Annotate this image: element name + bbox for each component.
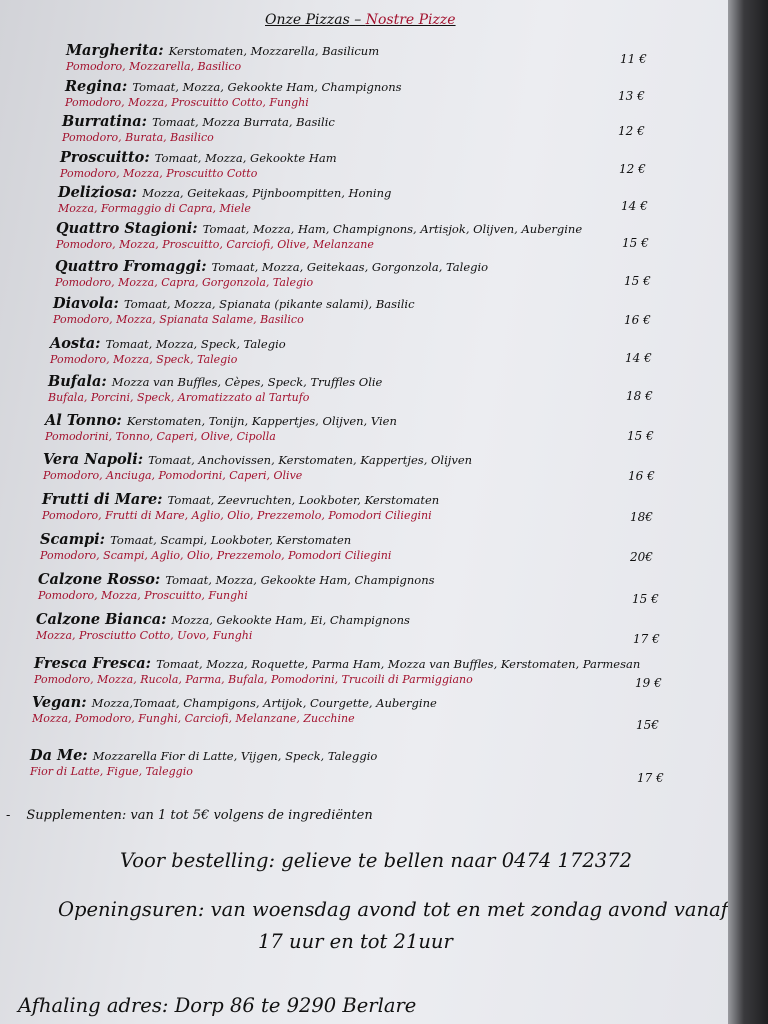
menu-item xyxy=(34,653,640,686)
opening-hours-line-2: 17 uur en tot 21uur xyxy=(258,930,453,953)
menu-item xyxy=(48,371,382,404)
pizza-price: 15 € xyxy=(624,274,651,288)
menu-item xyxy=(43,449,472,482)
ingredients-italian: Pomodoro, Mozzarella, Basilico xyxy=(66,60,242,73)
ingredients-dutch: Tomaat, Mozza, Ham, Champignons, Artisjok, Olijven, Aubergine xyxy=(202,222,583,236)
ingredients-italian: Pomodoro, Mozza, Spianata Salame, Basilico xyxy=(53,313,304,326)
pizza-price: 12 € xyxy=(618,124,645,138)
ingredients-dutch: Kerstomaten, Mozzarella, Basilicum xyxy=(168,44,380,58)
ingredients-dutch: Mozza van Buffles, Cèpes, Speck, Truffles Olie xyxy=(111,375,383,389)
opening-hours-line: Openingsuren: van woensdag avond tot en met zondag avond vanaf xyxy=(58,898,728,921)
pizza-price: 15 € xyxy=(627,429,654,443)
pizza-name: Calzone Bianca: xyxy=(36,611,167,628)
menu-item xyxy=(62,111,335,144)
pizza-name: Deliziosa: xyxy=(58,184,138,201)
pizza-price: 12 € xyxy=(619,162,646,176)
pizza-price: 16 € xyxy=(628,469,655,483)
ingredients-dutch: Tomaat, Mozza, Roquette, Parma Ham, Mozza van Buffles, Kerstomaten, Parmesan xyxy=(156,657,641,671)
pizza-name: Vera Napoli: xyxy=(43,451,144,468)
supplements-text: Supplementen: van 1 tot 5€ volgens de ingrediënten xyxy=(26,808,373,823)
pizza-price: 14 € xyxy=(621,199,648,213)
menu-item xyxy=(38,569,435,602)
ingredients-italian: Pomodoro, Scampi, Aglio, Olio, Prezzemolo, Pomodori Ciliegini xyxy=(40,549,392,562)
pizza-name: Burratina: xyxy=(62,113,147,130)
ingredients-italian: Pomodorini, Tonno, Caperi, Olive, Cipolla xyxy=(45,430,276,443)
pizza-name: Calzone Rosso: xyxy=(38,571,161,588)
ingredients-italian: Mozza, Prosciutto Cotto, Uovo, Funghi xyxy=(36,629,253,642)
title-italian: Nostre Pizze xyxy=(365,12,456,28)
pizza-name: Da Me: xyxy=(30,747,88,764)
menu-item xyxy=(42,489,439,522)
menu-item xyxy=(53,293,415,326)
ingredients-dutch: Mozza,Tomaat, Champigons, Artijok, Courgette, Aubergine xyxy=(91,696,437,710)
pizza-name: Diavola: xyxy=(53,295,119,312)
ingredients-dutch: Tomaat, Mozza Burrata, Basilic xyxy=(152,115,335,129)
pizza-price: 18 € xyxy=(626,389,653,403)
menu-item xyxy=(32,692,437,725)
ingredients-dutch: Tomaat, Anchovissen, Kerstomaten, Kappertjes, Olijven xyxy=(148,453,473,467)
pizza-name: Frutti di Mare: xyxy=(42,491,163,508)
pizza-price: 14 € xyxy=(625,351,652,365)
supplements-dash: - xyxy=(6,808,11,823)
pizza-price: 17 € xyxy=(633,632,660,646)
ingredients-dutch: Tomaat, Mozza, Gekookte Ham, Champignons xyxy=(132,80,402,94)
pizza-name: Margherita: xyxy=(66,42,164,59)
pizza-price: 15 € xyxy=(622,236,649,250)
pizza-price: 17 € xyxy=(637,771,664,785)
ingredients-italian: Pomodoro, Mozza, Proscuitto, Funghi xyxy=(38,589,248,602)
ingredients-italian: Pomodoro, Mozza, Proscuitto, Carciofi, Olive, Melanzane xyxy=(56,238,374,251)
ingredients-italian: Pomodoro, Mozza, Capra, Gorgonzola, Talegio xyxy=(55,276,314,289)
ingredients-italian: Pomodoro, Burata, Basilico xyxy=(62,131,214,144)
menu-item xyxy=(66,40,379,73)
menu-item xyxy=(45,410,397,443)
menu-title xyxy=(265,12,456,28)
pizza-price: 20€ xyxy=(630,550,653,564)
ingredients-italian: Pomodoro, Frutti di Mare, Aglio, Olio, Prezzemolo, Pomodori Ciliegini xyxy=(42,509,432,522)
order-phone-line: Voor bestelling: gelieve te bellen naar 0474 172372 xyxy=(120,849,632,872)
pizza-name: Scampi: xyxy=(40,531,106,548)
menu-item xyxy=(50,333,286,366)
pizza-price: 15 € xyxy=(632,592,659,606)
pizza-name: Regina: xyxy=(65,78,128,95)
pizza-price: 19 € xyxy=(635,676,662,690)
ingredients-dutch: Tomaat, Mozza, Spianata (pikante salami), Basilic xyxy=(123,297,415,311)
ingredients-italian: Bufala, Porcini, Speck, Aromatizzato al Tartufo xyxy=(48,391,310,404)
pizza-name: Vegan: xyxy=(32,694,87,711)
pizza-price: 15€ xyxy=(636,718,659,732)
ingredients-italian: Pomodoro, Mozza, Rucola, Parma, Bufala, Pomodorini, Trucoili di Parmiggiano xyxy=(34,673,473,686)
pizza-name: Bufala: xyxy=(48,373,107,390)
ingredients-dutch: Tomaat, Mozza, Gekookte Ham, Champignons xyxy=(165,573,435,587)
ingredients-italian: Fior di Latte, Figue, Taleggio xyxy=(30,765,193,778)
ingredients-italian: Pomodoro, Mozza, Proscuitto Cotto, Funghi xyxy=(65,96,309,109)
menu-item xyxy=(60,147,337,180)
menu-item xyxy=(40,529,391,562)
pizza-name: Al Tonno: xyxy=(45,412,122,429)
pizza-name: Proscuitto: xyxy=(60,149,150,166)
supplements-note xyxy=(6,808,373,823)
pizza-name: Quattro Fromaggi: xyxy=(55,258,207,275)
title-dutch: Onze Pizzas xyxy=(265,12,350,28)
ingredients-dutch: Tomaat, Zeevruchten, Lookboter, Kerstomaten xyxy=(167,493,440,507)
pickup-address-line: Afhaling adres: Dorp 86 te 9290 Berlare xyxy=(18,994,417,1017)
menu-item xyxy=(36,609,410,642)
ingredients-dutch: Tomaat, Mozza, Geitekaas, Gorgonzola, Talegio xyxy=(211,260,489,274)
pizza-price: 16 € xyxy=(624,313,651,327)
ingredients-italian: Pomodoro, Mozza, Speck, Talegio xyxy=(50,353,238,366)
title-separator: – xyxy=(349,12,366,28)
pizza-name: Quattro Stagioni: xyxy=(56,220,198,237)
menu-item xyxy=(58,182,391,215)
ingredients-italian: Pomodoro, Anciuga, Pomodorini, Caperi, Olive xyxy=(43,469,303,482)
ingredients-dutch: Mozza, Gekookte Ham, Ei, Champignons xyxy=(171,613,410,627)
pizza-price: 18€ xyxy=(630,510,653,524)
menu-item xyxy=(56,218,582,251)
ingredients-dutch: Mozza, Geitekaas, Pijnboompitten, Honing xyxy=(142,186,392,200)
menu-item xyxy=(30,745,377,778)
ingredients-dutch: Tomaat, Scampi, Lookboter, Kerstomaten xyxy=(110,533,352,547)
ingredients-italian: Mozza, Pomodoro, Funghi, Carciofi, Melanzane, Zucchine xyxy=(32,712,355,725)
menu-item xyxy=(55,256,488,289)
ingredients-dutch: Mozzarella Fior di Latte, Vijgen, Speck, Taleggio xyxy=(92,749,378,763)
ingredients-dutch: Kerstomaten, Tonijn, Kappertjes, Olijven, Vien xyxy=(126,414,397,428)
menu-item xyxy=(65,76,402,109)
pizza-price: 13 € xyxy=(618,89,645,103)
pizza-price: 11 € xyxy=(620,52,647,66)
pizza-name: Aosta: xyxy=(50,335,101,352)
ingredients-dutch: Tomaat, Mozza, Gekookte Ham xyxy=(154,151,337,165)
ingredients-dutch: Tomaat, Mozza, Speck, Talegio xyxy=(105,337,286,351)
ingredients-italian: Pomodoro, Mozza, Proscuitto Cotto xyxy=(60,167,258,180)
pizza-name: Fresca Fresca: xyxy=(34,655,151,672)
ingredients-italian: Mozza, Formaggio di Capra, Miele xyxy=(58,202,251,215)
table-edge xyxy=(728,0,768,1024)
